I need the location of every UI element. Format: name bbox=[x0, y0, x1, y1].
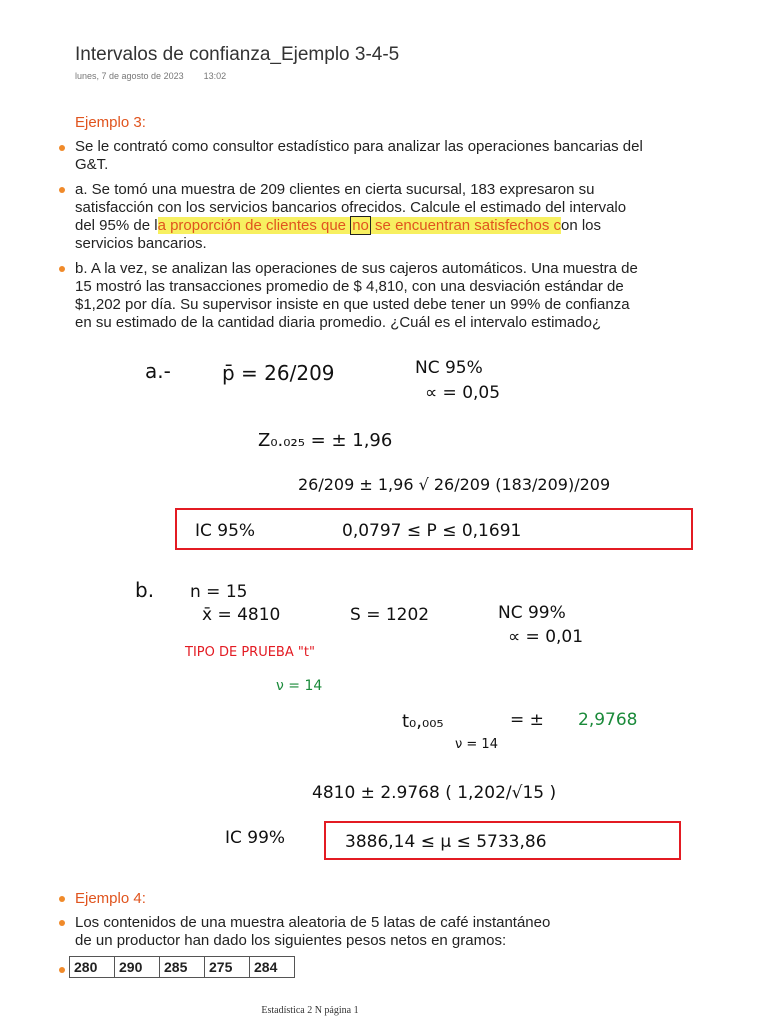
page-footer: Estadística 2 N página 1 bbox=[261, 1005, 359, 1016]
hw-b-formula: 4810 ± 2.9768 ( 1,202/√15 ) bbox=[312, 783, 557, 803]
table-cell: 280 bbox=[70, 957, 115, 978]
highlighted-text-1: a proporción de clientes que bbox=[157, 217, 351, 234]
hw-a-pbar: p̄ = 26/209 bbox=[222, 361, 335, 385]
hw-a-alpha: ∝ = 0,05 bbox=[425, 383, 501, 403]
weights-table bbox=[69, 956, 295, 978]
hw-b-t: t₀,₀₀₅ bbox=[402, 711, 444, 732]
hw-b-v: ν = 14 bbox=[276, 678, 323, 694]
bullet-icon bbox=[59, 145, 65, 151]
handwritten-solution bbox=[0, 340, 768, 870]
ejemplo4-text: Los contenidos de una muestra aleatoria de 5 latas de café instantáneo de un productor han dado los siguientes pesos netos en gramos: bbox=[75, 914, 551, 949]
hw-b-alpha: ∝ = 0,01 bbox=[508, 627, 584, 647]
part-a-text-1: a. Se tomó una muestra de 209 clientes en cierta sucursal, 183 expresaron su satisfacción con los servicios bancarios ofrecidos. Calcule el estimado del intervalo del 95% de l bbox=[75, 181, 627, 234]
bullet-icon bbox=[59, 266, 65, 272]
boxed-word-no: no bbox=[352, 217, 369, 234]
ejemplo3-part-b: b. A la vez, se analizan las operaciones de sus cajeros automáticos. Una muestra de 15 mostró las transacciones promedio de $ 4,810, con una desviación estándar de $1,202 por día. Su supervisor insiste en que usted debe tener un 99% de confianza en su estimado de la cantidad diaria promedio. ¿Cuál es el intervalo estimado¿ bbox=[75, 260, 638, 331]
hw-b-tipo: TIPO DE PRUEBA "t" bbox=[185, 645, 315, 660]
hw-b-result: 3886,14 ≤ μ ≤ 5733,86 bbox=[345, 832, 547, 852]
hw-b-t-v: ν = 14 bbox=[455, 737, 498, 752]
hw-a-z: Z₀.₀₂₅ = ± 1,96 bbox=[258, 430, 393, 451]
page-timestamp bbox=[75, 71, 226, 81]
table-cell: 275 bbox=[205, 957, 250, 978]
hw-a-result-label: IC 95% bbox=[195, 521, 256, 541]
hw-b-t-eq: = ± bbox=[510, 710, 544, 730]
ejemplo3-part-a bbox=[75, 181, 645, 253]
hw-a-formula: 26/209 ± 1,96 √ 26/209 (183/209)/209 bbox=[298, 475, 611, 494]
bullet-icon bbox=[59, 187, 65, 193]
hw-b-t-val: 2,9768 bbox=[578, 710, 638, 730]
hw-b-nc: NC 99% bbox=[498, 603, 566, 623]
hw-a-result: 0,0797 ≤ P ≤ 0,1691 bbox=[342, 521, 522, 541]
bullet-icon bbox=[59, 967, 65, 973]
table-row bbox=[70, 957, 295, 978]
hw-b-result-label: IC 99% bbox=[225, 828, 286, 848]
table-cell: 290 bbox=[115, 957, 160, 978]
ejemplo3-intro: Se le contrató como consultor estadístico para analizar las operaciones bancarias del G&T. bbox=[75, 138, 643, 173]
highlighted-text-2: se encuentran satisfechos c bbox=[370, 217, 561, 234]
part-a-text-2: on los servicios bancarios. bbox=[75, 217, 602, 252]
page-date: lunes, 7 de agosto de 2023 bbox=[75, 71, 184, 81]
ejemplo4-heading: Ejemplo 4: bbox=[75, 890, 146, 907]
ejemplo3-heading: Ejemplo 3: bbox=[75, 114, 146, 131]
hw-b-label: b. bbox=[135, 578, 155, 602]
hw-b-n: n = 15 bbox=[190, 582, 248, 602]
bullet-icon bbox=[59, 896, 65, 902]
bullet-icon bbox=[59, 920, 65, 926]
hw-b-xbar: x̄ = 4810 bbox=[202, 605, 281, 625]
hw-a-label: a.- bbox=[145, 359, 171, 383]
table-cell: 284 bbox=[250, 957, 295, 978]
table-cell: 285 bbox=[160, 957, 205, 978]
hw-b-s: S = 1202 bbox=[350, 605, 430, 625]
page-title: Intervalos de confianza_Ejemplo 3-4-5 bbox=[75, 44, 400, 65]
page-time: 13:02 bbox=[203, 71, 227, 81]
hw-a-nc: NC 95% bbox=[415, 358, 483, 378]
